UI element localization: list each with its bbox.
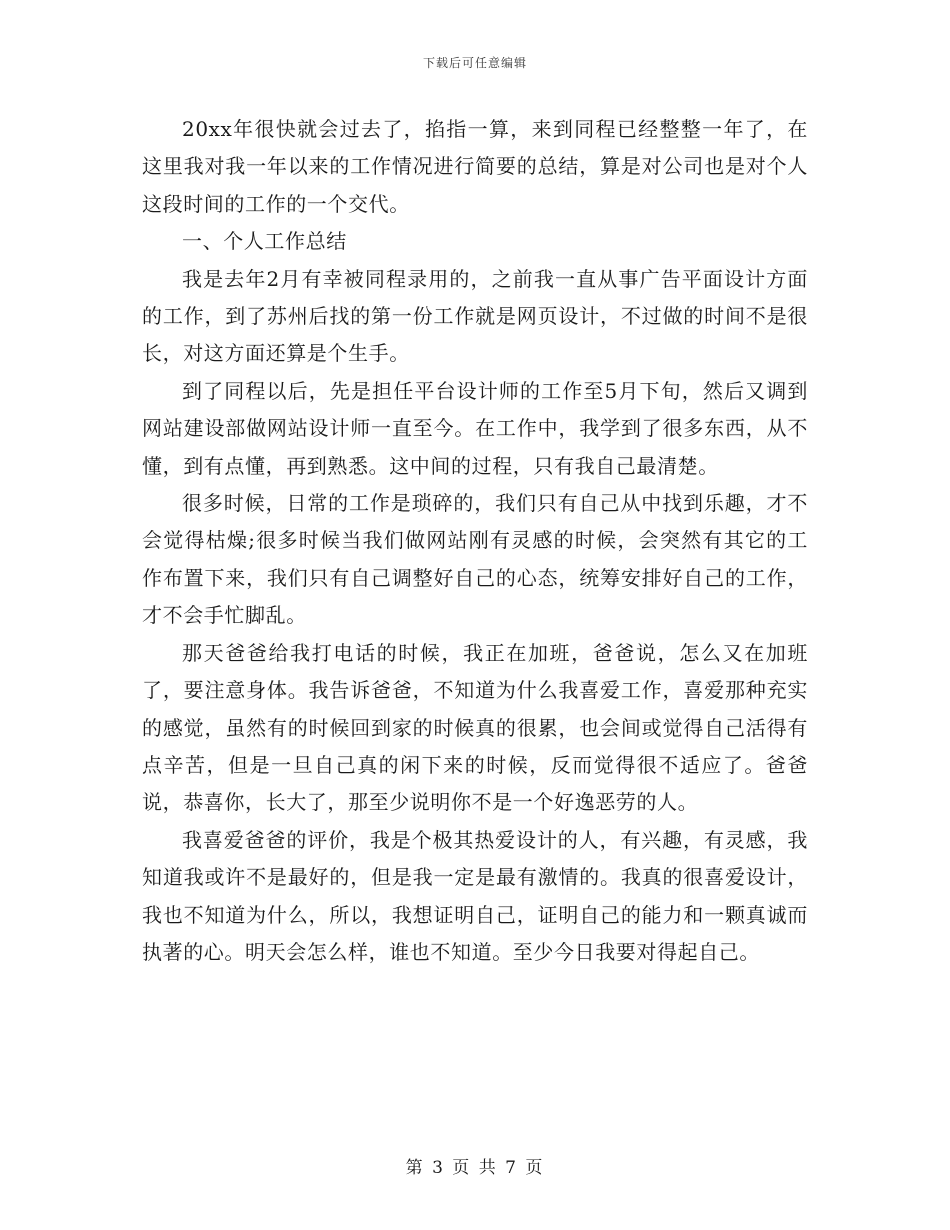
section-heading: 一、个人工作总结: [182, 229, 347, 254]
paragraph-intro: 20xx年很快就会过去了，掐指一算，来到同程已经整整一年了，在这里我对我一年以来的工作情况进行简要的总结，算是对公司也是对个人这段时间的工作的一个交代。: [142, 117, 808, 216]
paragraph: 到了同程以后，先是担任平台设计师的工作至5月下旬，然后又调到网站建设部做网站设计师一直至今。在工作中，我学到了很多东西，从不懂，到有点懂，再到熟悉。这中间的过程，只有我自己最清楚。: [142, 378, 808, 478]
paragraph: 那天爸爸给我打电话的时候，我正在加班，爸爸说，怎么又在加班了，要注意身体。我告诉爸爸，不知道为什么我喜爱工作，喜爱那种充实的感觉，虽然有的时候回到家的时候真的很累，也会间或觉得自己活得有点辛苦，但是一旦自己真的闲下来的时候，反而觉得很不适应了。爸爸说，恭喜你，长大了，那至少说明你不是一个好逸恶劳的人。: [142, 640, 808, 815]
document-body: [142, 111, 808, 971]
paragraph: 我喜爱爸爸的评价，我是个极其热爱设计的人，有兴趣，有灵感，我知道我或许不是最好的，但是我一定是最有激情的。我真的很喜爱设计，我也不知道为什么，所以，我想证明自己，证明自己的能力和一颗真诚而执著的心。明天会怎么样，谁也不知道。至少今日我要对得起自己。: [142, 827, 808, 964]
paragraph: 我是去年2月有幸被同程录用的，之前我一直从事广告平面设计方面的工作，到了苏州后找的第一份工作就是网页设计，不过做的时间不是很长，对这方面还算是个生手。: [142, 266, 808, 366]
page-header: 下载后可任意编辑: [422, 56, 527, 70]
page-number: 第 3 页 共 7 页: [405, 1158, 545, 1178]
paragraph: 很多时候，日常的工作是琐碎的，我们只有自己从中找到乐趣，才不会觉得枯燥;很多时候当我们做网站刚有灵感的时候，会突然有其它的工作布置下来，我们只有自己调整好自己的心态，统筹安排好自己的工作，才不会手忙脚乱。: [142, 491, 808, 628]
